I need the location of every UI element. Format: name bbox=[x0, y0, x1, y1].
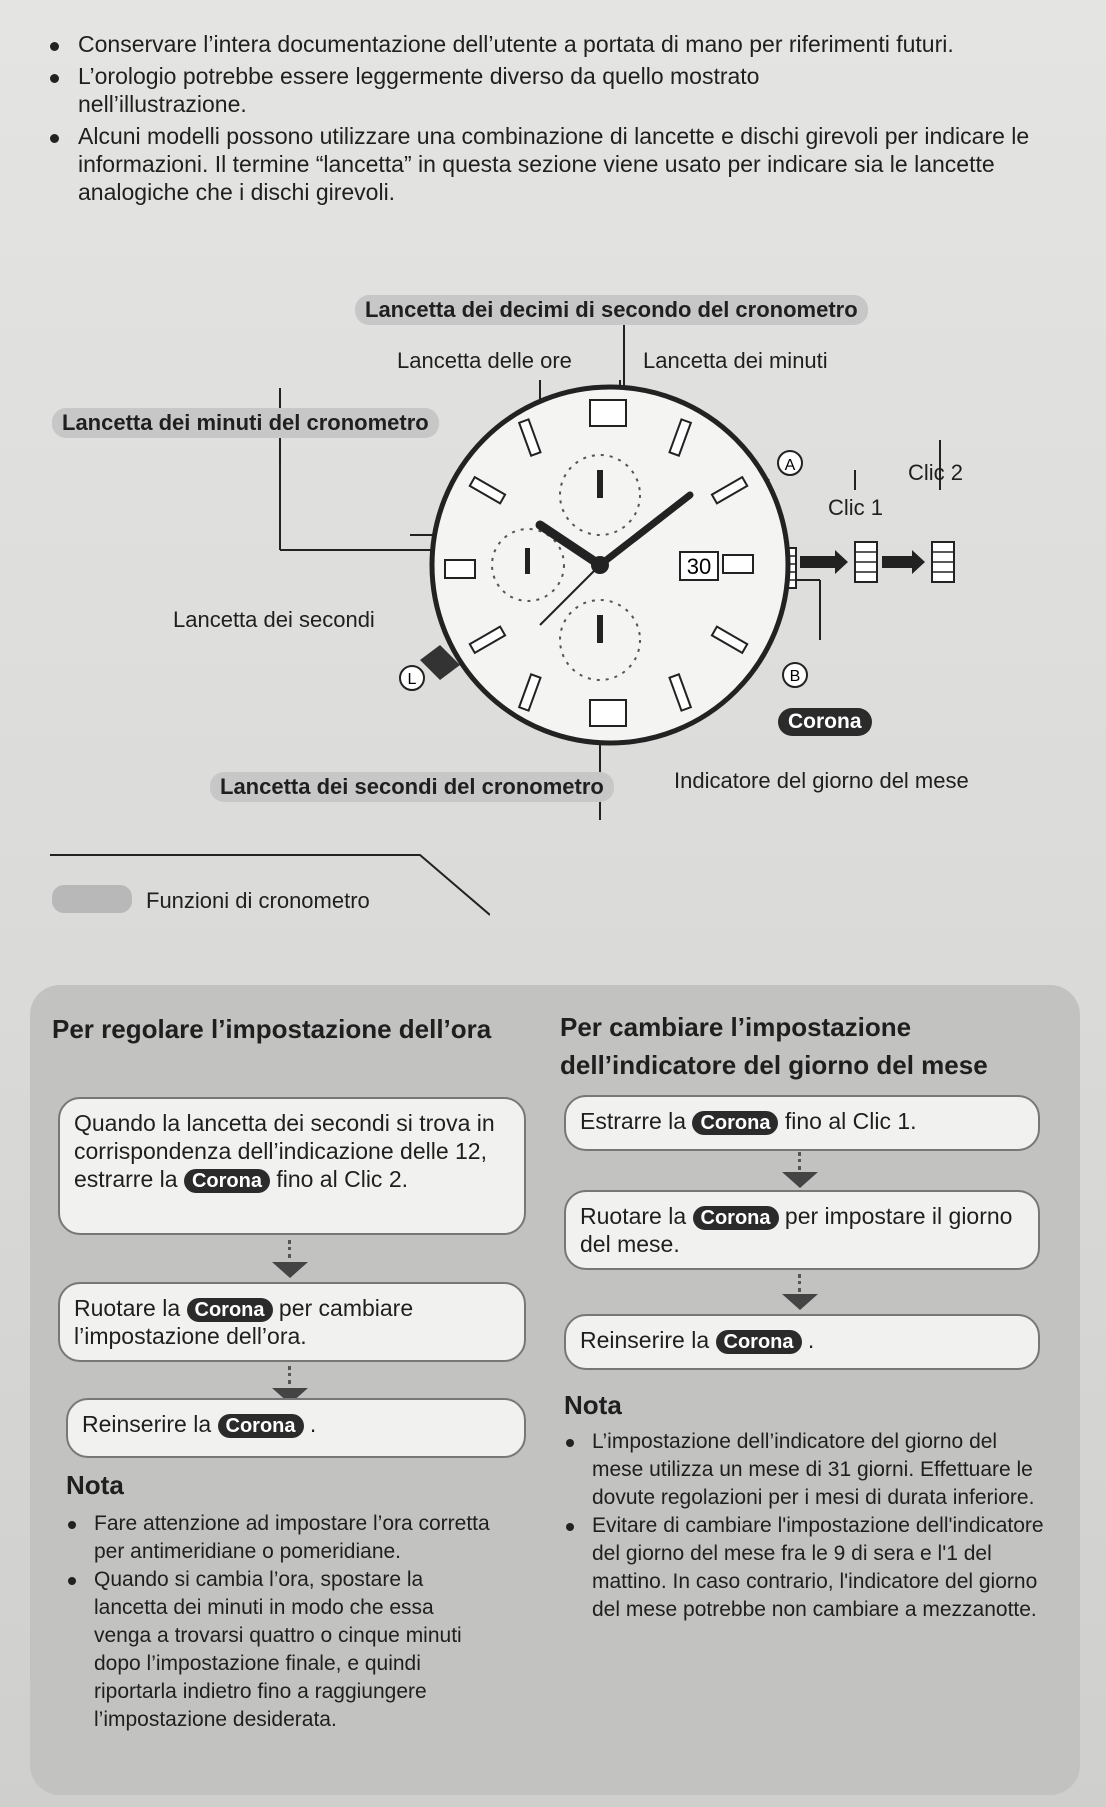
list-item: Quando si cambia l’ora, spostare la lancetta dei minuti in modo che essa venga a trovarsi quattro o cinque minuti dopo l’impostazione finale, e quindi riportarla indietro fino a raggiungere l’impostazione desiderata. bbox=[66, 1566, 496, 1734]
right-step-1-text-b: fino al Clic 1. bbox=[784, 1108, 917, 1134]
right-step-3-text-b: . bbox=[807, 1327, 815, 1353]
left-step-2 bbox=[58, 1282, 526, 1362]
left-step-1-text-a: Quando la lancetta dei secondi si trova in corrispondenza dell’indicazione delle 12, estrarre la bbox=[74, 1110, 495, 1192]
right-step-1-text-a: Estrarre la bbox=[580, 1108, 687, 1134]
corona-badge: Corona bbox=[187, 1298, 273, 1322]
arrow-right-icon bbox=[800, 550, 848, 574]
label-ore: Lancetta delle ore bbox=[397, 348, 572, 373]
list-item: Fare attenzione ad impostare l’ora corretta per antimeridiane o pomeridiane. bbox=[66, 1510, 496, 1566]
label-secondi-crono: Lancetta dei secondi del cronometro bbox=[210, 772, 614, 802]
label-clic2: Clic 2 bbox=[908, 460, 964, 485]
left-column-title: Per regolare l’impostazione dell’ora bbox=[52, 1014, 492, 1044]
label-clic1: Clic 1 bbox=[828, 495, 884, 520]
right-step-2-text-a: Ruotare la bbox=[580, 1203, 687, 1229]
corona-badge: Corona bbox=[716, 1330, 802, 1354]
corona-badge: Corona bbox=[184, 1169, 270, 1193]
button-b-label: B bbox=[789, 668, 801, 685]
list-item: L’impostazione dell’indicatore del giorno del mese utilizza un mese di 31 giorni. Effettuare le dovute regolazioni per i mesi di durata inferiore. bbox=[564, 1428, 1044, 1512]
section-title: Funzioni di cronometro bbox=[146, 888, 370, 913]
left-step-1 bbox=[58, 1097, 526, 1235]
list-item: Evitare di cambiare l'impostazione dell'indicatore del giorno del mese fra le 9 di sera e l'1 del mattino. In caso contrario, l'indicatore del giorno del mese potrebbe non cambiare a mezzanotte. bbox=[564, 1512, 1044, 1624]
down-arrow-icon bbox=[782, 1294, 818, 1310]
right-step-2-text-b: per impostare il giorno del mese. bbox=[580, 1203, 1013, 1257]
right-step-1 bbox=[564, 1095, 1040, 1151]
intro-bullet: Conservare l’intera documentazione dell’utente a portata di mano per riferimenti futuri. bbox=[50, 30, 1050, 58]
button-l-label: L bbox=[407, 671, 417, 688]
right-nota-list bbox=[564, 1428, 1044, 1624]
dotted-connector bbox=[798, 1274, 804, 1292]
label-secondi: Lancetta dei secondi bbox=[173, 607, 375, 632]
down-arrow-icon bbox=[782, 1172, 818, 1188]
label-decimi: Lancetta dei decimi di secondo del cronometro bbox=[355, 295, 868, 325]
left-nota-title: Nota bbox=[66, 1470, 124, 1500]
label-corona: Corona bbox=[778, 708, 872, 736]
label-minuti: Lancetta dei minuti bbox=[643, 348, 828, 373]
left-step-2-text-b: per cambiare l’impostazione dell’ora. bbox=[74, 1295, 414, 1349]
right-column-title: Per cambiare l’impostazione dell’indicatore del giorno del mese bbox=[560, 1012, 988, 1080]
label-giorno: Indicatore del giorno del mese bbox=[674, 768, 969, 793]
right-step-2 bbox=[564, 1190, 1040, 1270]
left-step-3-text-b: . bbox=[309, 1411, 317, 1437]
left-step-1-text-b: fino al Clic 2. bbox=[276, 1166, 408, 1192]
intro-bullet: Alcuni modelli possono utilizzare una combinazione di lancette e dischi girevoli per indicare le informazioni. Il termine “lancetta” in questa sezione viene usato per indicare sia le lancette analogiche che i dischi girevoli. bbox=[50, 122, 1050, 206]
right-step-3 bbox=[564, 1314, 1040, 1370]
intro-bullets bbox=[50, 30, 1050, 210]
dotted-connector bbox=[288, 1366, 294, 1384]
date-window-value: 30 bbox=[686, 554, 712, 579]
button-a-label: A bbox=[784, 457, 796, 474]
dotted-connector bbox=[288, 1240, 294, 1258]
corona-badge: Corona bbox=[218, 1414, 304, 1438]
left-step-2-text-a: Ruotare la bbox=[74, 1295, 181, 1321]
left-step-3 bbox=[66, 1398, 526, 1458]
right-nota-title: Nota bbox=[564, 1390, 622, 1420]
arrow-right-icon bbox=[882, 550, 925, 574]
label-minuti-crono: Lancetta dei minuti del cronometro bbox=[52, 408, 439, 438]
left-step-3-text-a: Reinserire la bbox=[82, 1411, 212, 1437]
down-arrow-icon bbox=[272, 1262, 308, 1278]
corona-badge: Corona bbox=[692, 1111, 778, 1135]
right-step-3-text-a: Reinserire la bbox=[580, 1327, 710, 1353]
section-tab bbox=[52, 885, 132, 913]
intro-bullet: L’orologio potrebbe essere leggermente diverso da quello mostrato nell’illustrazione. bbox=[50, 62, 898, 118]
dotted-connector bbox=[798, 1152, 804, 1170]
left-nota-list bbox=[66, 1510, 496, 1734]
corona-badge: Corona bbox=[693, 1206, 779, 1230]
